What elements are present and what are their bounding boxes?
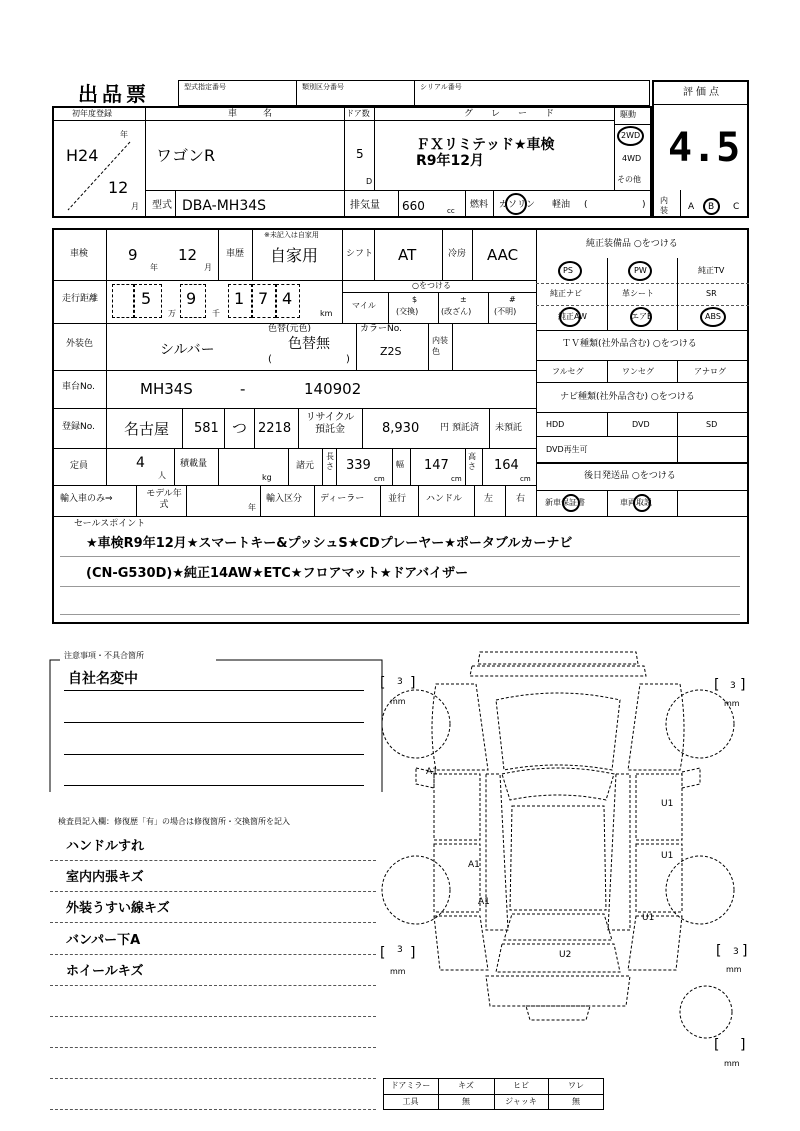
- ac-label: 冷房: [448, 249, 467, 259]
- interior-color-label: 内装色: [432, 336, 448, 356]
- navi-sd: SD: [706, 420, 718, 429]
- grade-line2: R9年12月: [416, 153, 485, 169]
- first-reg-label: 初年度登録: [72, 109, 112, 118]
- mileage-digit-2: 9: [186, 289, 197, 308]
- later-warranty: 新車保証書: [545, 498, 585, 507]
- tread-rl: 3: [397, 945, 403, 955]
- grade-line1: ＦＸリミテッド★車検: [416, 137, 555, 153]
- legend-value-1: 工具: [402, 1097, 419, 1106]
- color-no-label: カラーNo.: [360, 324, 402, 334]
- damage-mark-4: A1: [468, 860, 480, 870]
- mileage-digit-5: 4: [282, 289, 293, 308]
- fuel-diesel: 軽油: [552, 200, 571, 210]
- damage-mark-5: A1: [478, 897, 490, 907]
- handle-left: 左: [484, 494, 494, 504]
- model-label: 型式: [152, 200, 172, 211]
- meter-mile: マイル: [352, 301, 376, 310]
- equipment-title: 純正装備品 ○をつける: [586, 239, 678, 249]
- recycle-label: リサイクル預託金: [305, 412, 355, 435]
- legend-header-3: ヒビ: [513, 1081, 529, 1090]
- import-cat-label: 輸入区分: [266, 494, 303, 504]
- shaken-year: 9: [128, 246, 138, 264]
- navi-dvd-play: DVD再生可: [546, 445, 588, 454]
- shift-label: シフト: [346, 249, 374, 259]
- history-note: ※未記入は自家用: [264, 231, 319, 239]
- later-manual-circle: [633, 494, 651, 512]
- legend-value-3: ジャッキ: [505, 1097, 537, 1106]
- shaken-label: 車検: [70, 249, 89, 259]
- length-value: 339: [346, 458, 371, 473]
- later-manual: 車両取説: [620, 498, 652, 507]
- mileage-digit-1: 5: [141, 289, 152, 308]
- length-label: 長さ: [326, 452, 334, 471]
- meter-unknown: (不明): [494, 307, 517, 316]
- fuel-circle: [505, 193, 527, 215]
- doors-label: ドア数: [346, 109, 370, 118]
- equip-sr: SR: [706, 289, 717, 298]
- navi-hdd: HDD: [546, 420, 565, 429]
- chassis-no: 140902: [304, 380, 362, 398]
- car-name: ワゴンR: [156, 146, 216, 165]
- later-warranty-circle: [562, 494, 580, 512]
- fuel-label: 燃料: [470, 200, 489, 210]
- legend-header-1: ドアミラー: [390, 1081, 431, 1090]
- inspector-line-3: 外装うすい線キズ: [66, 901, 170, 916]
- equip-ps-circle: [558, 261, 582, 281]
- damage-mark-6: U1: [642, 913, 655, 923]
- equip-pw-circle: [628, 261, 652, 281]
- legend-value-4: 無: [572, 1097, 580, 1106]
- first-reg-year: H24: [66, 146, 99, 165]
- recycle-value: 8,930: [382, 421, 420, 436]
- equip-airbag: エアB: [631, 312, 653, 321]
- reg-class: 581: [194, 421, 219, 436]
- equip-abs: ABS: [705, 312, 721, 321]
- interior-b: B: [708, 202, 715, 212]
- dealer: ディーラー: [320, 494, 365, 504]
- model-year-label: モデル年式: [146, 489, 182, 510]
- model-value: DBA-MH34S: [182, 198, 267, 214]
- tv-one: ワンセグ: [622, 367, 654, 376]
- legend-header-4: ワレ: [568, 1081, 584, 1090]
- ac-value: AAC: [487, 246, 519, 264]
- page-title: 出品票: [78, 82, 150, 106]
- equip-airbag-circle: [630, 307, 652, 327]
- fuel-gasoline: ガソリン: [499, 200, 536, 210]
- inspector-line-1: ハンドルすれ: [66, 839, 145, 854]
- chassis-label: 車台No.: [62, 382, 95, 392]
- interior-label: 内装: [660, 196, 668, 215]
- history-label: 車歴: [226, 249, 245, 259]
- tv-analog: アナログ: [694, 367, 726, 376]
- mileage-label: 走行距離: [62, 294, 99, 304]
- damage-mark-3: U1: [661, 851, 674, 861]
- capacity-label: 定員: [70, 461, 89, 471]
- mileage-digit-4: 7: [258, 289, 269, 308]
- notes-label: 注意事項・不具合箇所: [64, 651, 144, 660]
- inspector-line-4: バンパー下A: [66, 933, 141, 948]
- katashiki-label: 型式指定番号: [184, 83, 226, 91]
- mileage-digit-3: 1: [234, 289, 245, 308]
- handle-right: 右: [516, 494, 526, 504]
- reg-place: 名古屋: [124, 420, 170, 438]
- displacement-value: 660: [402, 199, 425, 213]
- car-name-label: 車名: [228, 109, 299, 119]
- shift-value: AT: [398, 246, 417, 264]
- navi-dvd: DVD: [632, 420, 650, 429]
- capacity-value: 4: [136, 455, 145, 471]
- inspector-line-2: 室内内張キズ: [66, 870, 144, 885]
- inspector-line-5: ホイールキズ: [66, 964, 144, 979]
- sales-line2: (CN-G530D)★純正14AW★ETC★フロアマット★ドアバイザー: [86, 566, 469, 581]
- navi-title: ナビ種類(社外品含む) ○をつける: [560, 392, 695, 402]
- import-label: 輸入車のみ⇒: [60, 494, 113, 504]
- recycle-done: 預託済: [452, 423, 480, 433]
- recycle-not: 未預託: [495, 423, 523, 433]
- score-value: 4.5: [668, 125, 741, 171]
- recolor-value: 色替無: [288, 336, 330, 352]
- reg-num: 2218: [258, 421, 292, 436]
- reg-label: 登録No.: [62, 422, 95, 432]
- tv-title: ＴＶ種類(社外品含む) ○をつける: [562, 339, 697, 349]
- reg-kana: つ: [232, 419, 248, 437]
- damage-mark-7: U2: [559, 950, 572, 960]
- equip-aw: 純正AW: [558, 312, 587, 321]
- meter-tamper: (改ざん): [441, 307, 472, 316]
- notes-line1: 自社名変中: [68, 671, 138, 687]
- parallel: 並行: [388, 494, 407, 504]
- exterior-value: シルバー: [160, 342, 215, 358]
- equip-ps: PS: [563, 266, 573, 275]
- interior-circle: [703, 198, 720, 215]
- damage-mark-1: A1: [426, 767, 438, 777]
- meter-mark-label: ○をつける: [412, 281, 451, 290]
- tread-rr: 3: [733, 947, 739, 957]
- first-reg-month: 12: [108, 178, 129, 197]
- score-label: 評価点: [683, 87, 722, 98]
- later-title: 後日発送品 ○をつける: [584, 471, 676, 481]
- damage-mark-2: U1: [661, 799, 674, 809]
- legend-value-2: 無: [462, 1097, 470, 1106]
- equip-pw: PW: [634, 266, 647, 275]
- inspector-label: 検査員記入欄：修復歴「有」の場合は修復箇所・交換箇所を記入: [58, 817, 290, 826]
- color-no-value: Z2S: [380, 345, 402, 358]
- legend-header-2: キズ: [458, 1081, 474, 1090]
- drive-label: 駆動: [620, 110, 636, 119]
- chassis-model: MH34S: [140, 380, 193, 398]
- equip-tv: 純正TV: [698, 266, 725, 275]
- equip-abs-circle: [700, 307, 726, 327]
- drive-2wd: 2WD: [621, 131, 641, 140]
- width-label: 幅: [396, 460, 404, 469]
- height-value: 164: [494, 458, 519, 473]
- dims-label: 諸元: [296, 461, 315, 471]
- exterior-label: 外装色: [66, 339, 94, 349]
- serial-label: シリアル番号: [420, 83, 462, 91]
- ruibetsu-label: 類別区分番号: [302, 83, 344, 91]
- load-label: 積載量: [180, 459, 208, 469]
- history-value: 自家用: [270, 246, 319, 265]
- doors-value: 5: [356, 147, 364, 161]
- height-label: 高さ: [468, 452, 476, 471]
- width-value: 147: [424, 458, 449, 473]
- tread-fl: 3: [397, 677, 403, 687]
- handle-label: ハンドル: [426, 494, 463, 504]
- drive-4wd: 4WD: [622, 154, 642, 163]
- equip-aw-circle: [559, 307, 581, 327]
- car-damage-diagram: [376, 640, 756, 1080]
- date-slash: [64, 140, 134, 212]
- meter-swap: (交換): [396, 307, 419, 316]
- equip-navi: 純正ナビ: [550, 289, 582, 298]
- shaken-month: 12: [178, 246, 198, 264]
- drive-other: その他: [617, 175, 641, 184]
- recolor-label: 色替(元色): [268, 324, 312, 334]
- tread-fr: 3: [730, 681, 736, 691]
- displacement-label: 排気量: [350, 200, 380, 211]
- sales-label: セールスポイント: [74, 519, 146, 529]
- grade-label: グレード: [464, 109, 573, 119]
- equip-leather: 革シート: [622, 289, 654, 298]
- drive-2wd-circle: [617, 126, 644, 146]
- sales-line1: ★車検R9年12月★スマートキー&プッシュS★CDプレーヤー★ポータブルカーナビ: [86, 536, 573, 551]
- tv-full: フルセグ: [552, 367, 584, 376]
